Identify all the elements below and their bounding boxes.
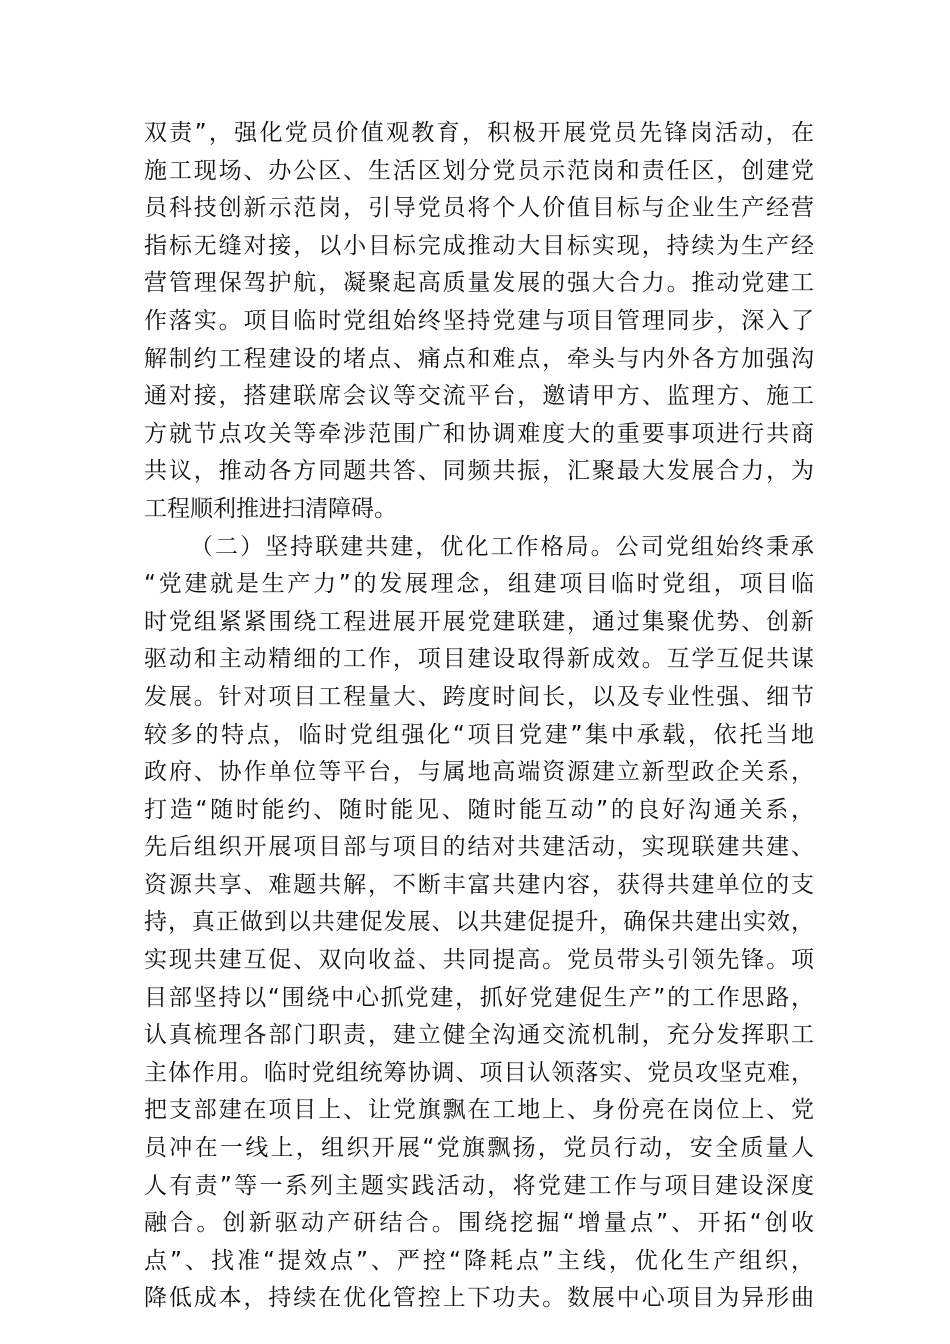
text-line: 降低成本，持续在优化管控上下功夫。数展中心项目为异形曲 <box>144 1285 814 1312</box>
body-text <box>144 115 814 1318</box>
text-line: 政府、协作单位等平台，与属地高端资源建立新型政企关系， <box>144 759 814 786</box>
text-line: 人有责”等一系列主题实践活动，将党建工作与项目建设深度 <box>144 1172 814 1199</box>
text-line: 认真梳理各部门职责，建立健全沟通交流机制，充分发挥职工 <box>144 1022 814 1049</box>
text-line: 员科技创新示范岗，引导党员将个人价值目标与企业生产经营 <box>144 195 814 222</box>
text-line: 作落实。项目临时党组始终坚持党建与项目管理同步，深入了 <box>144 307 814 334</box>
text-line: 施工现场、办公区、生活区划分党员示范岗和责任区，创建党 <box>144 157 814 184</box>
text-line: 营管理保驾护航，凝聚起高质量发展的强大合力。推动党建工 <box>144 270 814 297</box>
text-line: 工程顺利推进扫清障碍。 <box>144 495 397 522</box>
text-line: 较多的特点，临时党组强化“项目党建”集中承载，依托当地 <box>144 721 814 748</box>
text-line: 资源共享、难题共解，不断丰富共建内容，获得共建单位的支 <box>144 871 814 898</box>
text-line: 指标无缝对接，以小目标完成推动大目标实现，持续为生产经 <box>144 232 814 259</box>
text-line: 驱动和主动精细的工作，项目建设取得新成效。互学互促共谋 <box>144 646 814 673</box>
text-line: “党建就是生产力”的发展理念，组建项目临时党组，项目临 <box>144 571 814 598</box>
text-line: 先后组织开展项目部与项目的结对共建活动，实现联建共建、 <box>144 834 814 861</box>
paragraph-start-line: （二）坚持联建共建，优化工作格局。公司党组始终秉承 <box>190 533 814 560</box>
text-line: 发展。针对项目工程量大、跨度时间长，以及专业性强、细节 <box>144 683 814 710</box>
text-line: 打造“随时能约、随时能见、随时能互动”的良好沟通关系， <box>144 796 814 823</box>
text-line: 通对接，搭建联席会议等交流平台，邀请甲方、监理方、施工 <box>144 383 814 410</box>
text-line: 方就节点攻关等牵涉范围广和协调难度大的重要事项进行共商 <box>144 420 814 447</box>
text-line: 实现共建互促、双向收益、共同提高。党员带头引领先锋。项 <box>144 947 814 974</box>
text-line: 双责”，强化党员价值观教育，积极开展党员先锋岗活动，在 <box>144 120 814 146</box>
text-line: 点”、找准“提效点”、严控“降耗点”主线，优化生产组织， <box>144 1247 814 1274</box>
text-line: 解制约工程建设的堵点、痛点和难点，牵头与内外各方加强沟 <box>144 345 814 372</box>
text-line: 共议，推动各方同题共答、同频共振，汇聚最大发展合力，为 <box>144 458 814 485</box>
text-line: 员冲在一线上，组织开展“党旗飘扬，党员行动，安全质量人 <box>144 1135 814 1162</box>
text-line: 把支部建在项目上、让党旗飘在工地上、身份亮在岗位上、党 <box>144 1097 814 1124</box>
text-line: 时党组紧紧围绕工程进展开展党建联建，通过集聚优势、创新 <box>144 608 814 635</box>
text-line: 目部坚持以“围绕中心抓党建，抓好党建促生产”的工作思路， <box>144 984 814 1011</box>
text-line: 融合。创新驱动产研结合。围绕挖掘“增量点”、开拓“创收 <box>144 1210 814 1237</box>
text-line: 持，真正做到以共建促发展、以共建促提升，确保共建出实效， <box>144 909 814 936</box>
text-line: 主体作用。临时党组统筹协调、项目认领落实、党员攻坚克难， <box>144 1059 814 1086</box>
